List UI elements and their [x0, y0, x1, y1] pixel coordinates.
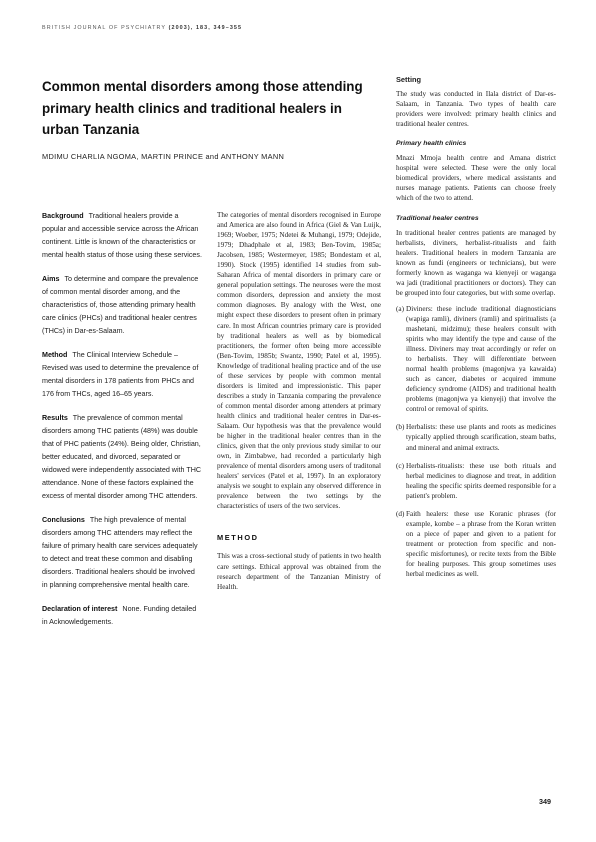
list-item-label: (a) — [396, 304, 404, 313]
list-item — [396, 422, 556, 452]
abstract-label: Aims — [42, 275, 60, 283]
abstract-label: Method — [42, 351, 68, 359]
body-column-right — [396, 75, 556, 587]
list-item-label: (b) — [396, 423, 405, 432]
list-item-text: Herbalists-ritualists: these use both rituals and herbal medicines to diagnose and treat, in addition healing the specific spirits deemed responsible for a patient's problem. — [406, 461, 556, 500]
list-item-label: (d) — [396, 509, 405, 518]
intro-paragraph: The categories of mental disorders recognised in Europe and America are also found in Africa (Giel & Van Luijk, 1969; Woeber, 1975; Ndetei & Muhangi, 1979; Odejide, 1979; Dhadphale et al, 1983; Ben-Tovim, 1985a; Jacobsen, 1985; Westermeyer, 1985; Bondestam et al, 1990). Stock (1995) identified 14 studies from sub-Saharan Africa of mental disorders in primary care or general population settings. The neuroses were the most common disorders, depression and anxiety the most common diagnoses. By analogy with the West, one might expect these disorders to present often in primary care. In most African countries primary care is provided by traditional healers as well as by biomedical practitioners, the former often being more accessible (Ben-Tovim, 1985b; Swantz, 1990; Patel et al, 1995). Knowledge of traditional healing practice and of the use of these services by people with common mental disorders is limited and impressionistic. This paper describes a study in Tanzania comparing the prevalence of common mental disorder among attenders at primary health clinics and traditional healer centres in Dar-es-Salaam. Our hypothesis was that the prevalence would be higher in the traditional healer centres than in the clinics, given that the only previous study similar to our own, in Zimbabwe, had recorded a particularly high prevalence of mental disorders among users of traditonal healers' services (Patel et al, 1997). In an exploratory analysis we sought to explain any observed difference in prevalence between the two settings by the characteristics of users of the two services. — [217, 211, 381, 511]
setting-heading: Setting — [396, 75, 422, 84]
list-item-text: Herbalists: these use plants and roots as medicines typically applied through scarification, steam baths, and mineral and animal extracts. — [406, 423, 556, 452]
list-item-text: Faith healers: these use Koranic phrases (for example, kombe – a phrase from the Koran written on a piece of paper and given to a patient for treatment or protection from specific and non-specific misfortunes), or recite texts from the Bible for healing purposes. This group sometimes uses herbal medicines as well. — [406, 509, 556, 579]
healer-types-list — [396, 304, 556, 579]
abstract-conclusions — [42, 514, 202, 592]
list-item — [396, 304, 556, 415]
list-item-text: Diviners: these include traditional diagnosticians (wapiga ramli), diviners (ramli) and spiritualists (a mashetani, midzimu); these healers consult with spirits who may identify the type and cause of the illness. Diviners may treat accordingly or refer on to herbalists. They will differentiate between normal health problems (magonjwa ya kawaida) such as cancer, diabetes or acquired immune deficiency syndrome (AIDS) and traditional health problems (magonjwa ya kienyeji) that involve the control or removal of spirits. — [406, 304, 556, 414]
abstract-results — [42, 412, 202, 503]
healer-centres-heading: Traditional healer centres — [396, 214, 479, 222]
abstract-aims — [42, 273, 202, 338]
journal-citation: (2003), 183, 349–355 — [168, 25, 243, 31]
primary-clinics-paragraph: Mnazi Mmoja health centre and Amana district hospital were selected. These were the only local biomedical providers, where medical assistants and nurses manage patients. Patients can choose freely which of the two to attend. — [396, 154, 556, 203]
abstract-label: Background — [42, 212, 84, 220]
abstract-text: The Clinical Interview Schedule – Revised was used to determine the prevalence of mental disorders in 178 patients from PHCs and 176 from THCs, aged 16–65 years. — [42, 351, 199, 398]
body-column-middle — [217, 210, 381, 592]
primary-clinics-heading: Primary health clinics — [396, 140, 467, 148]
article-title: Common mental disorders among those attending primary health clinics and traditional healers in urban Tanzania — [42, 79, 363, 137]
method-paragraph: This was a cross-sectional study of patients in two health care settings. Ethical approval was obtained from the research department of the Tanzanian Ministry of Health. — [217, 552, 381, 591]
abstract-declaration — [42, 603, 202, 629]
abstract-label: Results — [42, 414, 68, 422]
abstract-background — [42, 210, 202, 262]
setting-paragraph: The study was conducted in Ilala district of Dar-es-Salaam, in Tanzania. Two types of health care providers were involved: primary health clinics and traditional healer centres. — [396, 90, 556, 129]
list-item — [396, 461, 556, 501]
abstract-method — [42, 349, 202, 401]
list-item-label: (c) — [396, 461, 404, 470]
abstract-text: None. Funding detailed in Acknowledgements. — [42, 605, 197, 626]
list-item — [396, 509, 556, 579]
journal-name: BRITISH JOURNAL OF PSYCHIATRY — [42, 25, 166, 31]
abstract — [42, 210, 202, 640]
method-heading: METHOD — [217, 533, 259, 543]
abstract-text: To determine and compare the prevalence of common mental disorder among, and the characteristics of, those attending primary health care clinics (PHCs) and traditional healer centres (THCs) in Dar-es-Salaam. — [42, 275, 199, 335]
abstract-text: Traditional healers provide a popular and accessible service across the African continent. Little is known of the characteristics or mental health status of those using these services. — [42, 212, 202, 259]
abstract-label: Conclusions — [42, 516, 85, 524]
abstract-text: The prevalence of common mental disorders among THC patients (48%) was double that of PHC patients (24%). Being older, Christian, better educated, and divorced, separated or widowed were independently associated with THC attendance. None of these factors explained the excess of mental disorder among THC attenders. — [42, 414, 202, 500]
running-head — [42, 25, 542, 31]
page-number: 349 — [539, 797, 551, 806]
abstract-label: Declaration of interest — [42, 605, 118, 613]
abstract-text: The high prevalence of mental disorders among THC attenders may reflect the failure of primary health care services adequately to detect and treat these common and disabling disorders. Traditional healers should be involved in planning comprehensive mental health care. — [42, 516, 198, 589]
author-list: MDIMU CHARLIA NGOMA, MARTIN PRINCE and ANTHONY MANN — [42, 152, 285, 161]
healer-centres-paragraph: In traditional healer centres patients are managed by herbalists, diviners, herbalist-ritualists and faith healers. Traditional healers in modern Tanzania are known as fundi (engineers or technicians), but were formerly known as waganga wa kienyeji or waganga wa jadi (traditional practitioners or doctors). They can be grouped into four categories, but with some overlap. — [396, 228, 556, 297]
